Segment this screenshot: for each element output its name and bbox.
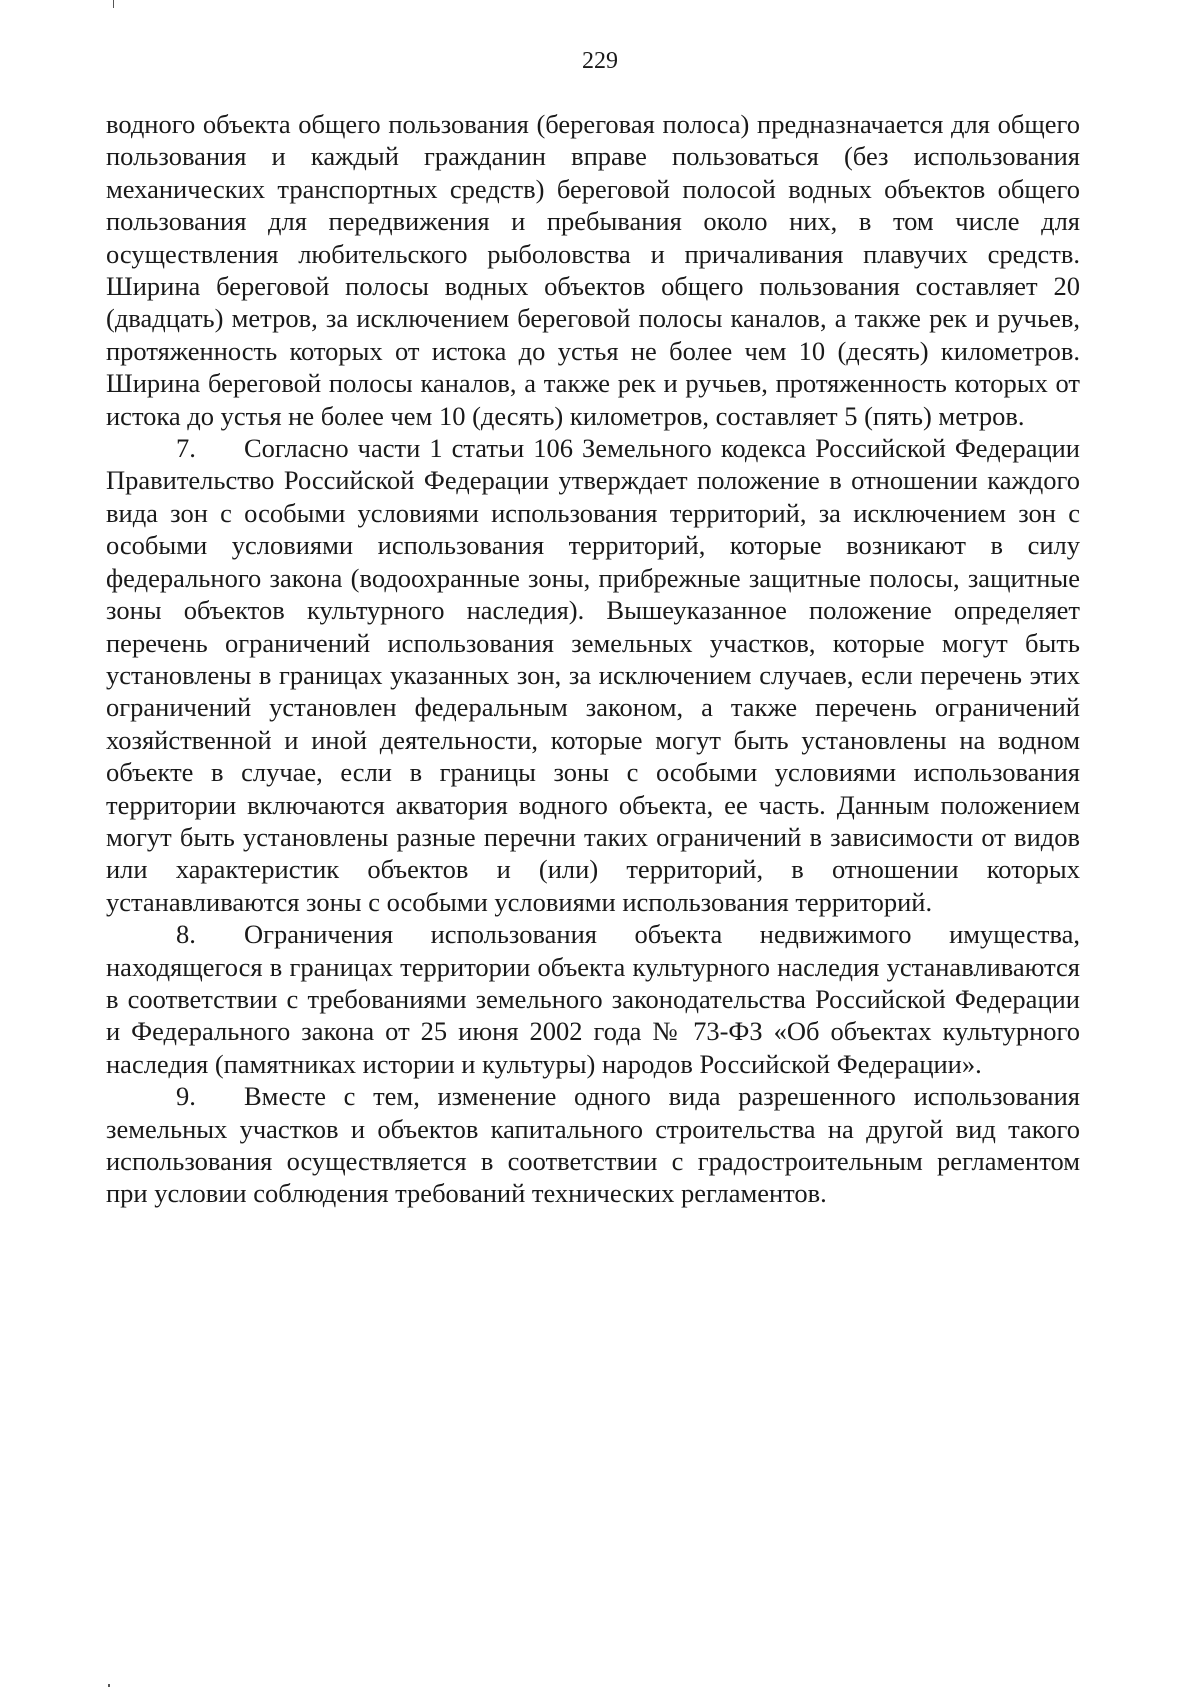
continuation-paragraph: водного объекта общего пользования (береговая полоса) предназначается для общего пользования и каждый гражданин вправе пользоваться (без использования механических транспортных средств) береговой полосой водных объектов общего пользования для передвижения и пребывания около них, в том числе для осуществления любительского рыболовства и причаливания плавучих средств. Ширина береговой полосы водных объектов общего пользования составляет 20 (двадцать) метров, за исключением береговой полосы каналов, а также рек и ручьев, протяженность которых от истока до устья не более чем 10 (десять) километров. Ширина береговой полосы каналов, а также рек и ручьев, протяженность которых от истока до устья не более чем 10 (десять) километров, составляет 5 (пять) метров.	[106, 109, 1080, 431]
paragraph-number: 8.	[176, 919, 196, 950]
document-body	[106, 108, 1080, 1210]
scan-artifact-top	[113, 0, 114, 8]
paragraph-text: Согласно части 1 статьи 106 Земельного кодекса Российской Федерации Правительство Российской Федерации утверждает положение в отношении каждого вида зон с особыми условиями использования территорий, за исключением зон с особыми условиями использования территорий, которые возникают в силу федерального закона (водоохранные зоны, прибрежные защитные полосы, защитные зоны объектов культурного наследия). Вышеуказанное положение определяет перечень ограничений использования земельных участков, которые могут быть установлены в границах указанных зон, за исключением случаев, если перечень этих ограничений установлен федеральным законом, а также перечень ограничений хозяйственной и иной деятельности, которые могут быть установлены на водном объекте в случае, если в границы зоны с особыми условиями использования территории включаются акватория водного объекта, ее часть. Данным положением могут быть установлены разные перечни таких ограничений в зависимости от видов или характеристик объектов и (или) территорий, в отношении которых устанавливаются зоны с особыми условиями использования территорий.	[106, 433, 1080, 917]
paragraph-9	[106, 1080, 1080, 1210]
paragraph-number: 9.	[176, 1081, 196, 1112]
paragraph-7	[106, 432, 1080, 918]
paragraph-number: 7.	[176, 433, 196, 464]
paragraph-8	[106, 918, 1080, 1080]
paragraph-text: Вместе с тем, изменение одного вида разрешенного использования земельных участков и объектов капитального строительства на другой вид такого использования осуществляется в соответствии с градостроительным регламентом при условии соблюдения требований технических регламентов.	[106, 1081, 1080, 1209]
scan-artifact-bottom	[108, 1684, 110, 1687]
page-number: 229	[582, 48, 618, 74]
paragraph-text: Ограничения использования объекта недвижимого имущества, находящегося в границах территории объекта культурного наследия устанавливаются в соответствии с требованиями земельного законодательства Российской Федерации и Федерального закона от 25 июня 2002 года № 73-ФЗ «Об объектах культурного наследия (памятниках истории и культуры) народов Российской Федерации».	[106, 919, 1080, 1079]
